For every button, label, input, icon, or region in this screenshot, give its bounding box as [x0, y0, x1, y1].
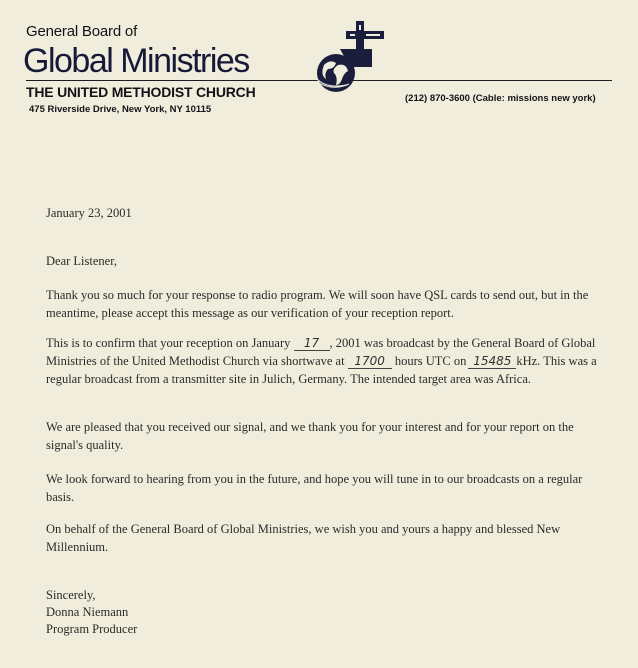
org-name: Global Ministries: [23, 42, 249, 80]
board-line: General Board of: [26, 23, 138, 40]
paragraph-future: We look forward to hearing from you in the future, and hope you will tune in to our broadcasts on a regular basis.: [46, 472, 583, 504]
confirmation-text-2: , 2001 was broadcast by the General Board of Global Ministries of the United Methodist Church via shortwave at: [46, 336, 596, 368]
signer-title: Program Producer: [46, 622, 138, 636]
signer-name: Donna Niemann: [46, 605, 129, 619]
confirmation-text-3: hours UTC on: [394, 354, 467, 368]
closing: Sincerely,: [46, 588, 96, 602]
confirmation-text-4: kHz. This was a regular broadcast from a transmitter site in Julich, Germany. The intended target area was Africa.: [46, 354, 597, 386]
handwritten-time: 1700: [348, 355, 392, 369]
paragraph-millennium: On behalf of the General Board of Global Ministries, we wish you and yours a happy and blessed New Millennium.: [46, 522, 561, 554]
salutation: Dear Listener,: [46, 254, 117, 268]
confirmation-text-1: This is to confirm that your reception on January: [46, 336, 291, 350]
handwritten-day: 17: [294, 337, 330, 351]
phone-cable: (212) 870-3600 (Cable: missions new york): [405, 93, 596, 104]
paragraph-pleased: We are pleased that you received our signal, and we thank you for your interest and for your report on the signal's quality.: [46, 420, 574, 452]
handwritten-frequency: 15485: [468, 355, 516, 369]
address: 475 Riverside Drive, New York, NY 10115: [29, 104, 212, 115]
church-name: THE UNITED METHODIST CHURCH: [26, 84, 256, 100]
letter-date: January 23, 2001: [46, 206, 132, 220]
paragraph-thanks: Thank you so much for your response to radio program. We will soon have QSL cards to send out, but in the meantime, please accept this message as our verification of your reception report.: [46, 288, 589, 320]
globe-cross-logo-icon: [310, 21, 386, 95]
paragraph-confirmation: [46, 334, 606, 388]
